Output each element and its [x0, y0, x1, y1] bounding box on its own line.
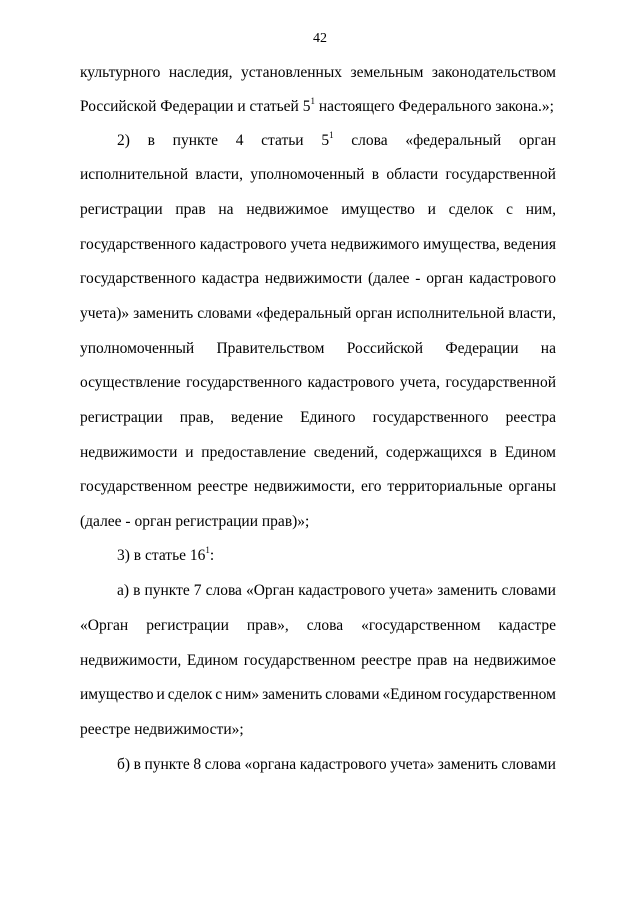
- word: Едином: [504, 444, 556, 461]
- word: предоставление: [201, 444, 306, 461]
- text-line: [117, 581, 556, 601]
- word: сделок: [448, 201, 494, 218]
- word: слова: [205, 582, 242, 599]
- word: заменить: [262, 686, 323, 703]
- text-line: [80, 269, 556, 289]
- word: «федеральный: [255, 305, 352, 322]
- word: «Орган: [245, 582, 295, 599]
- word: кадастрового: [299, 756, 387, 773]
- word: кадастре: [498, 617, 556, 634]
- word: пункте: [144, 756, 190, 773]
- text-line: [80, 304, 556, 324]
- word: ведения: [503, 236, 556, 253]
- word: недвижимое: [246, 201, 329, 218]
- text-line: [117, 131, 556, 151]
- word: учета: [290, 236, 327, 253]
- text-line: [80, 685, 556, 705]
- word: недвижимости,: [80, 652, 182, 669]
- word: области: [386, 166, 439, 183]
- word: его: [360, 478, 382, 495]
- word: установленных: [241, 64, 342, 81]
- word: слова: [351, 132, 388, 149]
- word: реестра: [505, 409, 556, 426]
- word: власти,: [195, 166, 243, 183]
- text-run: 5: [321, 132, 330, 149]
- word: имущество: [80, 686, 154, 703]
- text-line: [80, 339, 556, 359]
- word: Федерации: [445, 340, 519, 357]
- word: в: [371, 166, 380, 183]
- word: «Орган: [80, 617, 129, 634]
- text-line: [80, 97, 556, 117]
- word: органы: [508, 478, 556, 495]
- word: регистрации: [146, 617, 229, 634]
- word: государственной: [445, 374, 556, 391]
- word: «Едином: [382, 686, 442, 703]
- word: Единого: [300, 409, 356, 426]
- word: и: [185, 444, 194, 461]
- word: земельным: [350, 64, 424, 81]
- word: исполнительной: [80, 166, 189, 183]
- word: б): [117, 756, 131, 773]
- word: недвижимости: [264, 270, 363, 287]
- text-run: настоящего Федерального закона.»;: [314, 98, 554, 115]
- word: слова: [204, 756, 241, 773]
- word: государственной: [445, 166, 556, 183]
- word: орган: [518, 132, 556, 149]
- word: ним,: [525, 201, 556, 218]
- word: имущество: [341, 201, 415, 218]
- word: 8: [193, 756, 202, 773]
- text-line: [80, 616, 556, 636]
- text-line: [117, 755, 556, 775]
- text-run: Российской Федерации и статьей 5: [80, 98, 311, 115]
- text-line: [80, 200, 556, 220]
- word: законодательством: [431, 64, 556, 81]
- word: «государственном: [361, 617, 481, 634]
- word: государственного: [372, 409, 489, 426]
- word: уполномоченный: [250, 166, 365, 183]
- word: прав,: [179, 409, 214, 426]
- word: недвижимого: [330, 236, 420, 253]
- word: пункте: [144, 582, 190, 599]
- word: заменить: [437, 756, 498, 773]
- word: государственного: [80, 270, 196, 287]
- word: уполномоченный: [80, 340, 195, 357]
- text-line: [80, 165, 556, 185]
- superscript: 1: [205, 544, 210, 555]
- word: 4: [235, 132, 244, 149]
- text-run: 3) в статье 16: [117, 547, 206, 564]
- word: «федеральный: [405, 132, 502, 149]
- word: кадастрового: [298, 582, 386, 599]
- word: реестре: [361, 652, 412, 669]
- word: и: [427, 201, 436, 218]
- superscript: 1: [310, 95, 315, 106]
- text-run: :: [209, 547, 215, 564]
- word: статьи: [261, 132, 304, 149]
- word: Правительством: [216, 340, 325, 357]
- text-line: [117, 546, 556, 566]
- superscript: 1: [329, 129, 334, 140]
- word: словами: [501, 582, 556, 599]
- word: орган: [355, 305, 393, 322]
- text-line: (далее - орган регистрации прав)»;: [80, 513, 310, 530]
- word: «органа: [244, 756, 297, 773]
- word: в: [133, 756, 141, 773]
- word: ведение: [230, 409, 284, 426]
- word: кадастрового: [468, 270, 556, 287]
- word: слова: [306, 617, 344, 634]
- word: государственном: [243, 652, 356, 669]
- word: сделок: [167, 686, 213, 703]
- word: с: [506, 201, 513, 218]
- word: государственного: [80, 236, 196, 253]
- word: имущества,: [423, 236, 500, 253]
- word: прав»,: [246, 617, 289, 634]
- word: наследия,: [168, 64, 233, 81]
- word: недвижимости: [80, 444, 178, 461]
- word: словами: [325, 686, 380, 703]
- text-line: [80, 651, 556, 671]
- word: с: [215, 686, 223, 703]
- word: на: [540, 340, 556, 357]
- word: прав: [175, 201, 206, 218]
- word: заменить: [437, 582, 498, 599]
- word: государственного: [186, 374, 302, 391]
- word: регистрации: [80, 409, 163, 426]
- word: государственном: [444, 686, 556, 703]
- word: учета)»: [80, 305, 130, 322]
- word: регистрации: [80, 201, 163, 218]
- word: кадастрового: [199, 236, 287, 253]
- word: а): [117, 582, 130, 599]
- text-line: [80, 443, 556, 463]
- text-line: реестре недвижимости»;: [80, 721, 244, 738]
- word: культурного: [80, 64, 161, 81]
- word: Российской: [346, 340, 424, 357]
- word: ним»: [225, 686, 260, 703]
- word: на: [218, 201, 234, 218]
- word: исполнительной: [396, 305, 505, 322]
- word: словами: [197, 305, 252, 322]
- word: орган: [426, 270, 464, 287]
- word: (далее: [367, 270, 410, 287]
- word: словами: [501, 756, 556, 773]
- word: территориальные: [387, 478, 503, 495]
- word: власти,: [508, 305, 556, 322]
- word: учета»: [389, 582, 434, 599]
- word: учета,: [399, 374, 441, 391]
- word: кадастрового: [307, 374, 395, 391]
- word: заменить: [133, 305, 194, 322]
- text-line: [80, 373, 556, 393]
- word: 2): [117, 132, 130, 149]
- text-line: [80, 235, 556, 255]
- word: -: [415, 270, 421, 287]
- word: реестре: [197, 478, 248, 495]
- word: осуществление: [80, 374, 181, 391]
- word: [321, 131, 333, 151]
- word: содержащихся: [385, 444, 482, 461]
- text-line: [80, 63, 556, 83]
- word: прав: [417, 652, 448, 669]
- word: государственном: [80, 478, 192, 495]
- word: недвижимости,: [253, 478, 356, 495]
- word: в: [147, 132, 155, 149]
- word: учета»: [390, 756, 435, 773]
- word: пункте: [172, 132, 218, 149]
- word: сведений,: [313, 444, 379, 461]
- word: и: [156, 686, 165, 703]
- word: кадастра: [201, 270, 260, 287]
- word: на: [452, 652, 469, 669]
- word: в: [133, 582, 141, 599]
- text-line: [80, 477, 556, 497]
- word: Едином: [186, 652, 239, 669]
- word: недвижимое: [473, 652, 556, 669]
- text-line: [80, 408, 556, 428]
- word: в: [489, 444, 497, 461]
- word: 7: [193, 582, 202, 599]
- page-number: 42: [313, 31, 327, 46]
